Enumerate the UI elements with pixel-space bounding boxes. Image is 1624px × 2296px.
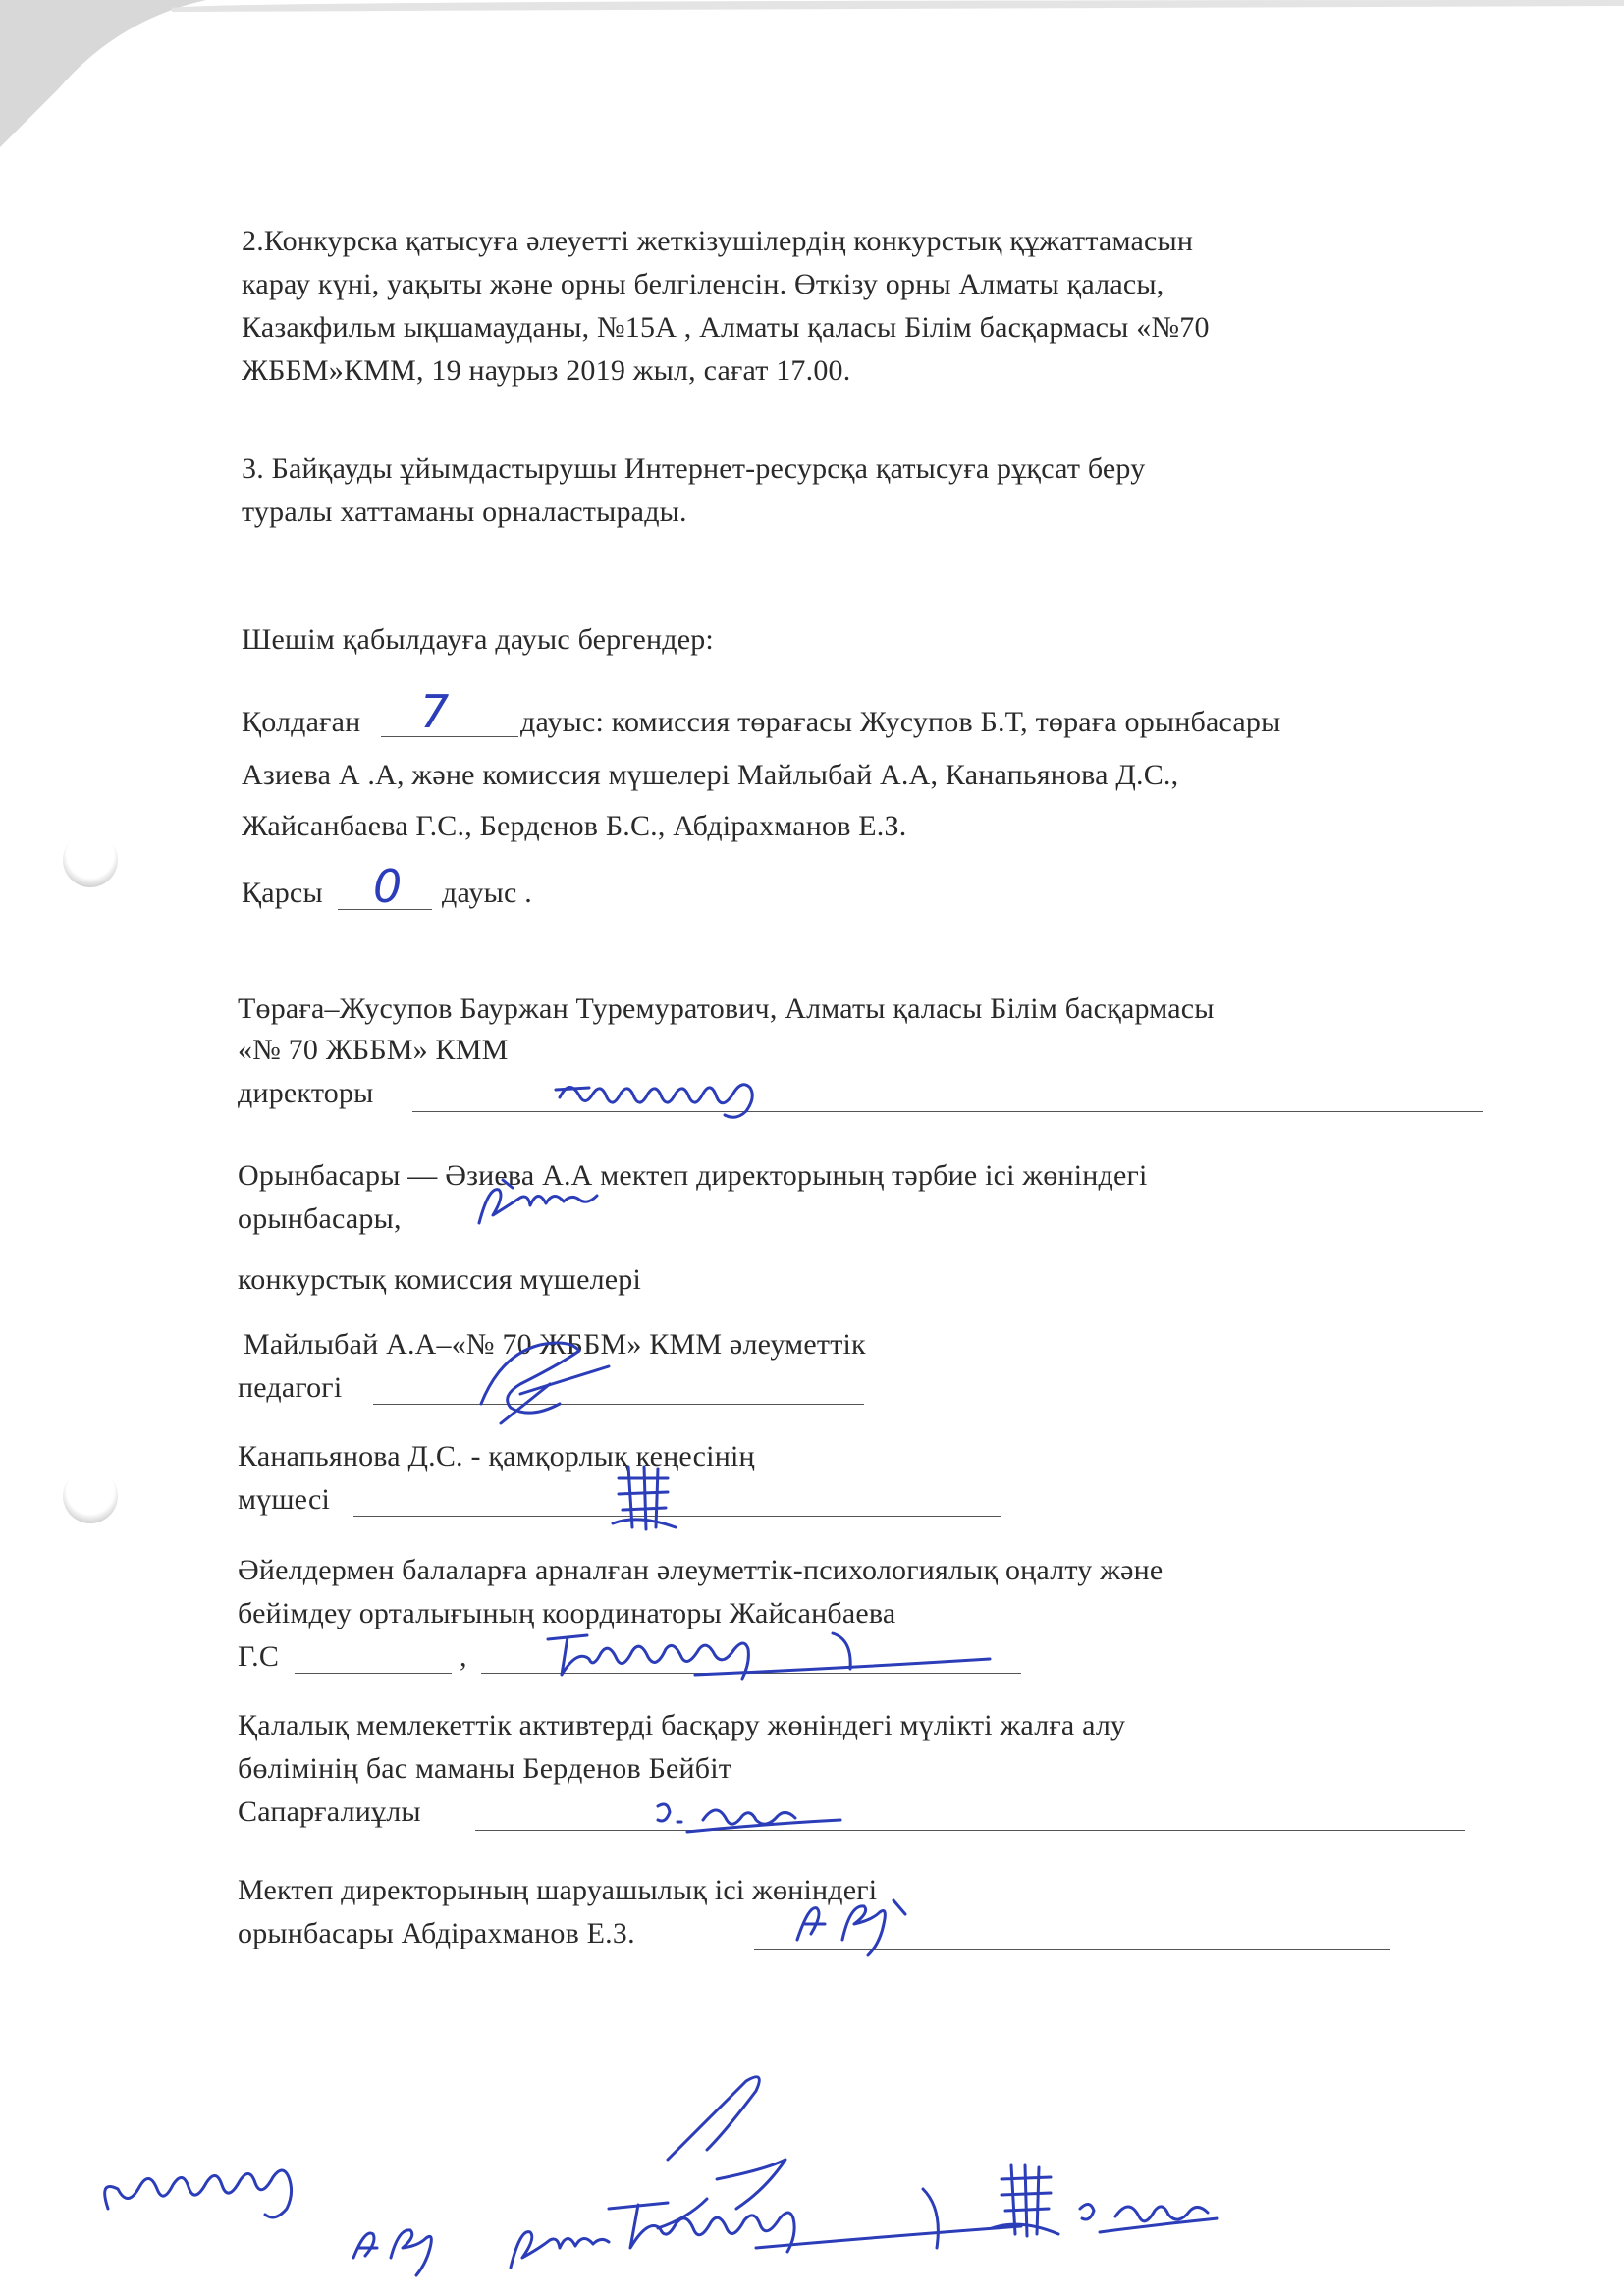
member4-signature: [648, 1790, 844, 1840]
chair-line3: директоры: [238, 1077, 374, 1109]
section3-line1: 3. Байқауды ұйымдастырушы Интернет-ресурсқа қатысуға рұқсат беру: [242, 453, 1146, 485]
chair-signature: [550, 1068, 805, 1127]
member3-blank: [295, 1673, 452, 1674]
member3-line2: бейімдеу орталығының координаторы Жайсанбаева: [238, 1597, 896, 1629]
member5-line2: орынбасары Абдірахманов Е.З.: [238, 1917, 635, 1949]
member1-line1: Майлыбай А.А–«№ 70 ЖББМ» КММ әлеуметтік: [244, 1328, 866, 1361]
chair-line2: «№ 70 ЖББМ» КММ: [238, 1034, 509, 1066]
section2-line4: ЖББМ»КММ, 19 наурыз 2019 жыл, сағат 17.00.: [242, 354, 851, 387]
member1-signature-line: [373, 1404, 864, 1405]
member3-signature: [538, 1620, 1000, 1688]
member2-signature: [599, 1459, 687, 1537]
votes-for-count: 7: [420, 685, 450, 738]
punch-hole-bottom: [63, 1468, 118, 1523]
section3-line2: туралы хаттаманы орналастырады.: [242, 496, 687, 528]
member2-line2: мүшесі: [238, 1483, 330, 1516]
votes-for-line2: Азиева А .А, және комиссия мүшелері Майлыбай А.А, Канапьянова Д.С.,: [242, 759, 1179, 791]
member4-signature-line: [475, 1830, 1465, 1831]
votes-heading: Шешім қабылдауға дауыс бергендер:: [242, 623, 714, 656]
votes-against-suffix: дауыс .: [442, 877, 532, 909]
member1-line2: педагогі: [238, 1371, 343, 1404]
scan-corner-shadow: [0, 0, 1624, 157]
member1-signature: [461, 1325, 619, 1433]
votes-for-label: Қолдаған: [242, 706, 361, 738]
chair-line1: Төраға–Жусупов Бауржан Туремуратович, Алматы қаласы Білім басқармасы: [238, 992, 1215, 1025]
member4-line3: Сапарғалиұлы: [238, 1795, 421, 1828]
votes-for-line1: дауыс: комиссия төрағасы Жусупов Б.Т, төраға орынбасары: [520, 706, 1281, 738]
member5-line1: Мектеп директорының шаруашылық ісі жөніндегі: [238, 1874, 878, 1906]
member4-line1: Қалалық мемлекеттік активтерді басқару жөніндегі мүлікті жалға алу: [238, 1709, 1126, 1741]
member3-comma: ,: [460, 1640, 467, 1673]
member2-line1: Канапьянова Д.С. - қамқорлық кеңесінің: [238, 1440, 755, 1472]
deputy-signature: [469, 1176, 617, 1235]
member5-signature: [785, 1885, 923, 1963]
votes-against-count: 0: [373, 860, 403, 913]
deputy-line2: орынбасары,: [238, 1202, 402, 1235]
punch-hole-top: [63, 832, 118, 887]
votes-against-label: Қарсы: [242, 877, 323, 909]
footer-initials-signatures: [79, 2061, 1571, 2287]
members-heading: конкурстық комиссия мүшелері: [238, 1263, 642, 1296]
member4-line2: бөлімінің бас маманы Берденов Бейбіт: [238, 1752, 732, 1785]
section2-line3: Казакфильм ықшамауданы, №15А , Алматы қаласы Білім басқармасы «№70: [242, 311, 1210, 344]
section2-line2: карау күні, уақыты және орны белгіленсін. Өткізу орны Алматы қаласы,: [242, 268, 1164, 300]
member3-line1: Әйелдермен балаларға арналған әлеуметтік-психологиялық оңалту және: [238, 1554, 1164, 1586]
deputy-line1: Орынбасары — Әзиева А.А мектеп директорының тәрбие ісі жөніндегі: [238, 1159, 1148, 1192]
votes-for-blank: [381, 736, 518, 737]
member3-line3: Г.С: [238, 1640, 280, 1673]
section2-line1: 2.Конкурска қатысуға әлеуетті жеткізушілердің конкурстық құжаттамасын: [242, 225, 1194, 257]
votes-for-line3: Жайсанбаева Г.С., Берденов Б.С., Абдірахманов Е.З.: [242, 810, 907, 842]
